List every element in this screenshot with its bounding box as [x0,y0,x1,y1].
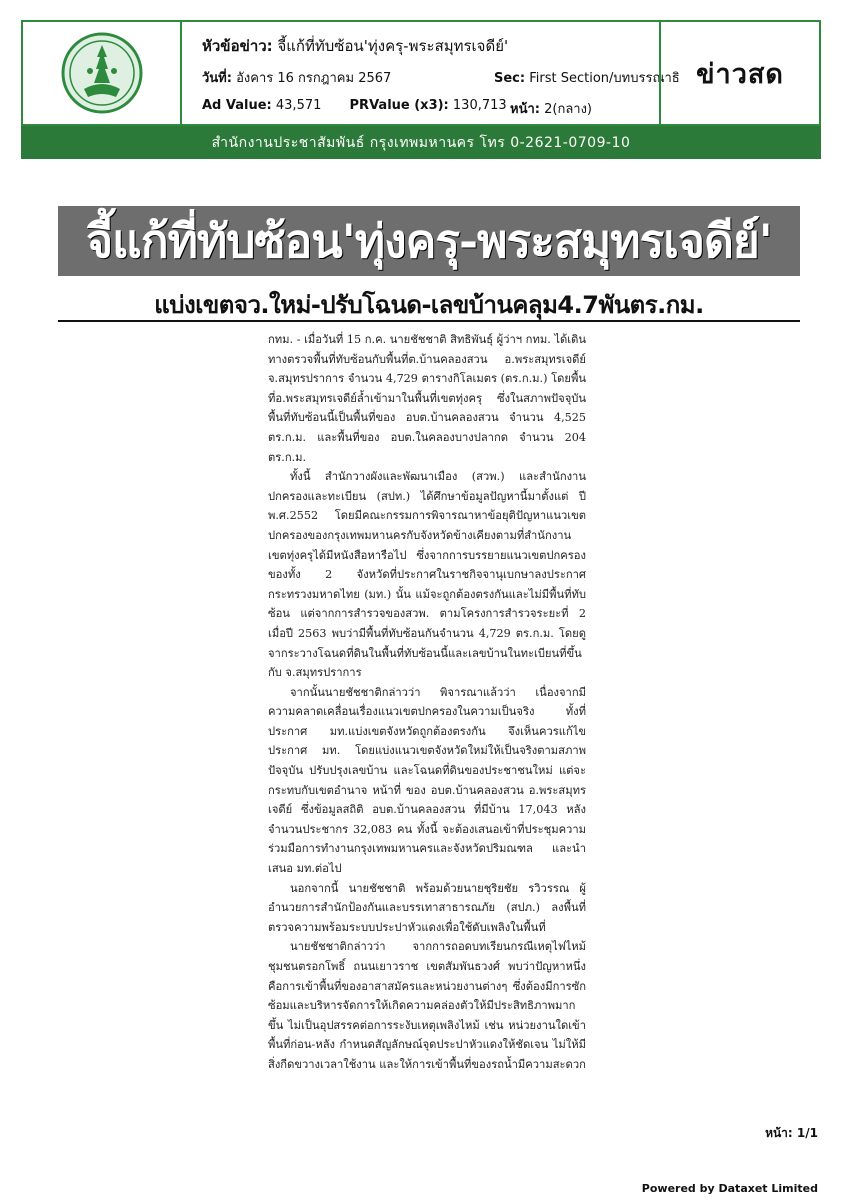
pr-value: 130,713 [452,98,507,113]
article-paragraph: นอกจากนี้ นายชัชชาติ พร้อมด้วยนายชุริยชัย รวิวรรณ ผู้อำนวยการสำนักป้องกันและบรรเทาสาธารณภัย (สปภ.) ลงพื้นที่ตรวจความพร้อมระบบประปาหัวแดงเพื่อใช้ดับเพลิงในพื้นที่ [268,881,586,934]
ad-value: 43,571 [275,98,322,113]
pr-value-label: PRValue (x3): [349,98,449,113]
logo-cell [23,22,182,124]
clipping-header [21,20,821,126]
headline-label: หัวข้อข่าว: [202,37,273,55]
article-paragraph: ทั้งนี้ สำนักวางผังและพัฒนาเมือง (สวพ.) และสำนักงานปกครองและทะเบียน (สปท.) ได้ศึกษาข้อมูลปัญหานี้มาตั้งแต่ ปี พ.ศ.2552 โดยมีคณะกรรมการพิจารณาหาข้อยุติปัญหาแนวเขตปกครองของกรุงเทพมหานครกับจังหวัดข้างเคียงตามที่สำนักงานเขตทุ่งครุได้มีหนังสือหารือไป ซึ่งจากการบรรยายแนวเขตปกครองของทั้ง 2 จังหวัดที่ประกาศในราชกิจจานุเบกษาลงประกาศกระทรวงมหาดไทย (มท.) นั้น แม้จะถูกต้องตรงกันและไม่มีพื้นที่ทับซ้อน แต่จากการสำรวจของสวพ. ตามโครงการสำรวจระยะที่ 2 เมื่อปี 2563 พบว่ามีพื้นที่ทับซ้อนกันจำนวน 4,729 ตร.ก.ม. โดยดูจากระวางโฉนดที่ดินในพื้นที่ทับซ้อนนี้และเลขบ้านในทะเบียนที่ขึ้นกับ จ.สมุทรปราการ [268,470,586,680]
publication-tag-cell [659,22,819,124]
headline-value: จี้แก้ที่ทับซ้อน'ทุ่งครุ-พระสมุทรเจดีย์' [277,37,509,55]
section-label: Sec: [494,71,526,86]
values-row [202,98,507,113]
page-value: 2(กลาง) [544,102,593,117]
article-paragraph: จากนั้นนายชัชชาติกล่าวว่า พิจารณาแล้วว่า เนื่องจากมีความคลาดเคลื่อนเรื่องแนวเขตปกครองในความเป็นจริง ทั้งที่ประกาศ มท.แบ่งเขตจังหวัดถูกต้องตรงกัน จึงเห็นควรแก้ไขประกาศ มท. โดยแบ่งแนวเขตจังหวัดใหม่ให้เป็นจริงตามสภาพปัจจุบัน ปรับปรุงเลขบ้าน และโฉนดที่ดินของประชาชนใหม่ แต่จะกระทบกับเขตอำนาจ หน้าที่ ของ อบต.บ้านคลองสวน อ.พระสมุทรเจดีย์ ซึ่งข้อมูลสถิติ อบต.บ้านคลองสวน ที่มีบ้าน 17,043 หลัง จำนวนประชากร 32,083 คน ทั้งนี้ จะต้องเสนอเข้าที่ประชุมความร่วมมือการทำงานกรุงเทพมหานครและจังหวัดปริมณฑล และนำเสนอ มท.ต่อไป [268,685,586,876]
article-title-band [58,206,800,276]
ad-value-label: Ad Value: [202,98,272,113]
page-number [765,1124,818,1143]
page-label: หน้า: [510,102,540,117]
date-value: อังคาร 16 กรกฎาคม 2567 [236,71,392,86]
article-paragraph: กทม. - เมื่อวันที่ 15 ก.ค. นายชัชชาติ สิทธิพันธุ์ ผู้ว่าฯ กทม. ได้เดินทางตรวจพื้นที่ทับซ้อนกับพื้นที่ต.บ้านคลองสวน อ.พระสมุทรเจดีย์ จ.สมุทรปราการ จำนวน 4,729 ตารางกิโลเมตร (ตร.ก.ม.) โดยพื้นที่อ.พระสมุทรเจดีย์ล้ำเข้ามาในพื้นที่เขตทุ่งครุ ซึ่งในสภาพปัจจุบันพื้นที่ทับซ้อนนี้เป็นพื้นที่ของ อบต.บ้านคลองสวน จำนวน 4,525 ตร.ก.ม. และพื้นที่ของ อบต.ในคลองบางปลากด จำนวน 204 ตร.ก.ม. [268,333,586,464]
article-body [268,330,586,1075]
bangkok-seal-icon [60,31,144,115]
subtitle-underline [58,320,800,322]
page-row [510,98,592,119]
powered-by: Powered by Dataxet Limited [641,1182,818,1195]
publication-tag: ข่าวสด [696,58,784,90]
page-number-value: 1/1 [796,1126,818,1140]
metadata-cell [182,22,680,124]
headline-row [202,34,508,58]
office-bar: สำนักงานประชาสัมพันธ์ กรุงเทพมหานคร โทร 0-2621-0709-10 [21,126,821,159]
date-label: วันที่: [202,71,232,86]
article-title: จี้แก้ที่ทับซ้อน'ทุ่งครุ-พระสมุทรเจดีย์' [86,213,772,268]
date-row [202,67,391,88]
page-number-label: หน้า: [765,1126,793,1140]
section-value: First Section/บทบรรณาธิ [529,71,680,86]
section-row [494,67,680,88]
article-subtitle: แบ่งเขตจว.ใหม่-ปรับโฉนด-เลขบ้านคลุม4.7พันตร.กม. [154,291,704,319]
article-paragraph: นายชัชชาติกล่าวว่า จากการถอดบทเรียนกรณีเหตุไฟไหม้ชุมชนตรอกโพธิ์ ถนนเยาวราช เขตสัมพันธวงศ์ พบว่าปัญหาหนึ่งคือการเข้าพื้นที่ของอาสาสมัครและหน่วยงานต่างๆ ซึ่งต้องมีการซักซ้อมและบริหารจัดการให้เกิดความคล่องตัวให้มีประสิทธิภาพมากขึ้น ไม่เป็นอุปสรรคต่อการระงับเหตุเพลิงไหม้ เช่น หน่วยงานใดเข้าพื้นที่ก่อน-หลัง กำหนดสัญลักษณ์จุดประปาหัวแดงให้ชัดเจน ไม่ให้มีสิ่งกีดขวางเวลาใช้งาน และให้การเข้าพื้นที่ของรถน้ำมีความสะดวก [268,940,586,1071]
